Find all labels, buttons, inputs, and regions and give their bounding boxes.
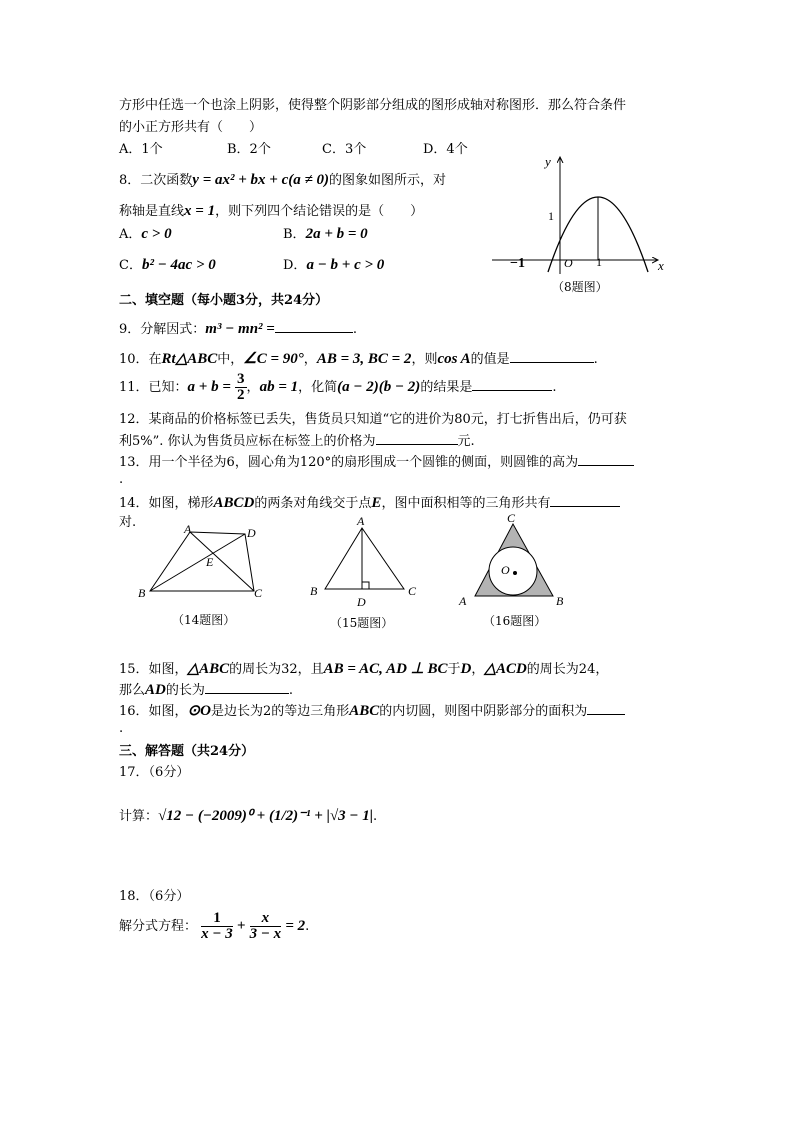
svg-text:A: A — [184, 522, 192, 536]
svg-text:C: C — [254, 586, 263, 600]
q18-equation: 解分式方程： $\frac{1}{x - 3}$ + $\frac{x}{3 - x}$ = 2. — [119, 910, 310, 942]
x-axis-label: x — [658, 258, 664, 273]
q14-answer-blank[interactable] — [550, 494, 620, 507]
q17-expression: 计算：√12 − (−2009)⁰ + (1/2)⁻¹ + |√3 − 1|. — [119, 808, 378, 824]
q8-option-b: B．2a + b = 0 — [283, 226, 368, 242]
svg-text:B: B — [310, 584, 318, 598]
q12-answer-blank[interactable] — [376, 432, 458, 445]
section-3-heading: 三、解答题（共24分） — [119, 744, 255, 759]
q13-line1: 13．用一个半径为6，圆心角为120°的扇形围成一个圆锥的侧面，则圆锥的高为 — [119, 453, 634, 472]
q13-line2: . — [119, 472, 124, 487]
q9: 9．分解因式：m³ − mn² = . — [119, 321, 357, 337]
q15-line1: 15．如图，△ABC的周长为32，且AB = AC, AD ⊥ BC于D，△ACD的周长为24， — [119, 661, 609, 677]
section-2-heading: 二、填空题（每小题3分，共24分） — [119, 293, 329, 308]
q16-answer-blank[interactable] — [587, 702, 625, 715]
q18-fraction-1: $\frac{1}{x - 3}$ — [201, 910, 233, 942]
q8-line1: 8．二次函数y = ax² + bx + c(a ≠ 0)的图象如图所示，对 — [119, 172, 446, 188]
fig16-incircle-shape — [489, 547, 537, 595]
q11-answer-blank[interactable] — [472, 378, 552, 391]
q8-parabola-graph — [490, 152, 675, 277]
q8-option-a: A．c > 0 — [119, 226, 172, 242]
q10-answer-blank[interactable] — [510, 350, 594, 363]
q9-answer-blank[interactable] — [275, 320, 353, 333]
fig14-trapezoid — [133, 520, 273, 605]
q8-option-d: D．a − b + c > 0 — [283, 257, 385, 273]
svg-text:B: B — [138, 586, 146, 600]
q8-option-c: C．b² − 4ac > 0 — [119, 257, 216, 273]
q11: 11．已知：a + b = $\frac{3}{2}$ ，ab = 1，化简(a − 2)(b − 2)的结果是 . — [119, 371, 557, 403]
fig16-incircle — [455, 510, 575, 610]
q7-option-a: A．1个 — [119, 142, 163, 157]
svg-text:A: A — [459, 594, 467, 608]
q10: 10．在Rt△ABC中，∠C = 90°，AB = 3, BC = 2，则cos A的值是 . — [119, 351, 598, 367]
q17-head: 17．（6分） — [119, 765, 190, 780]
svg-text:C: C — [507, 511, 516, 525]
q16-line1: 16．如图，⊙O是边长为2的等边三角形ABC的内切圆，则图中阴影部分的面积为 — [119, 702, 625, 721]
svg-text:A: A — [357, 514, 365, 528]
q7-line1: 方形中任选一个也涂上阴影，使得整个阴影部分组成的图形成轴对称图形．那么符合条件 — [119, 98, 627, 113]
fig16-caption: （16题图） — [483, 614, 547, 628]
q18-head: 18．（6分） — [119, 889, 190, 904]
q18-fraction-2: $\frac{x}{3 - x}$ — [249, 910, 282, 942]
fig14-caption: （14题图） — [172, 613, 236, 627]
svg-text:E: E — [206, 555, 214, 569]
q15-line2: 那么AD的长为 . — [119, 682, 294, 698]
q7-line2: 的小正方形共有（ ） — [119, 120, 263, 135]
q8-line2: 称轴是直线x = 1，则下列四个结论错误的是（ ） — [119, 203, 424, 219]
svg-text:B: B — [556, 594, 564, 608]
x-tick-1: 1 — [596, 255, 602, 269]
q12-line1: 12．某商品的价格标签已丢失，售货员只知道“它的进价为80元，打七折售出后，仍可获 — [119, 412, 627, 427]
svg-text:C: C — [408, 584, 417, 598]
q7-option-b: B．2个 — [227, 142, 271, 157]
q14-line2: 对. — [119, 515, 137, 530]
q13-answer-blank[interactable] — [578, 453, 634, 466]
q15-answer-blank[interactable] — [205, 681, 289, 694]
x-tick-neg1: −1 — [510, 256, 525, 271]
svg-text:D: D — [247, 526, 256, 540]
q7-option-d: D．4个 — [423, 142, 468, 157]
q8-formula: y = ax² + bx + c(a ≠ 0) — [192, 172, 329, 188]
origin-label: O — [564, 256, 573, 270]
q17-formula: √12 − (−2009)⁰ + (1/2)⁻¹ + |√3 − 1| — [158, 808, 374, 824]
q12-line2: 利5%”. 你认为售货员应标在标签上的价格为 元. — [119, 434, 475, 449]
y-axis-label: y — [545, 154, 551, 169]
q16-line2: . — [119, 721, 124, 736]
q14-line1: 14．如图，梯形ABCD的两条对角线交于点E，图中面积相等的三角形共有 — [119, 494, 620, 513]
q11-fraction: $\frac{3}{2}$ — [237, 371, 245, 403]
fig15-triangle — [305, 513, 425, 611]
q7-option-c: C．3个 — [322, 142, 367, 157]
svg-text:O: O — [501, 563, 510, 577]
q8-caption: （8题图） — [552, 280, 608, 294]
svg-text:D: D — [357, 595, 366, 609]
y-tick-1: 1 — [548, 209, 554, 223]
fig15-caption: （15题图） — [330, 616, 394, 630]
